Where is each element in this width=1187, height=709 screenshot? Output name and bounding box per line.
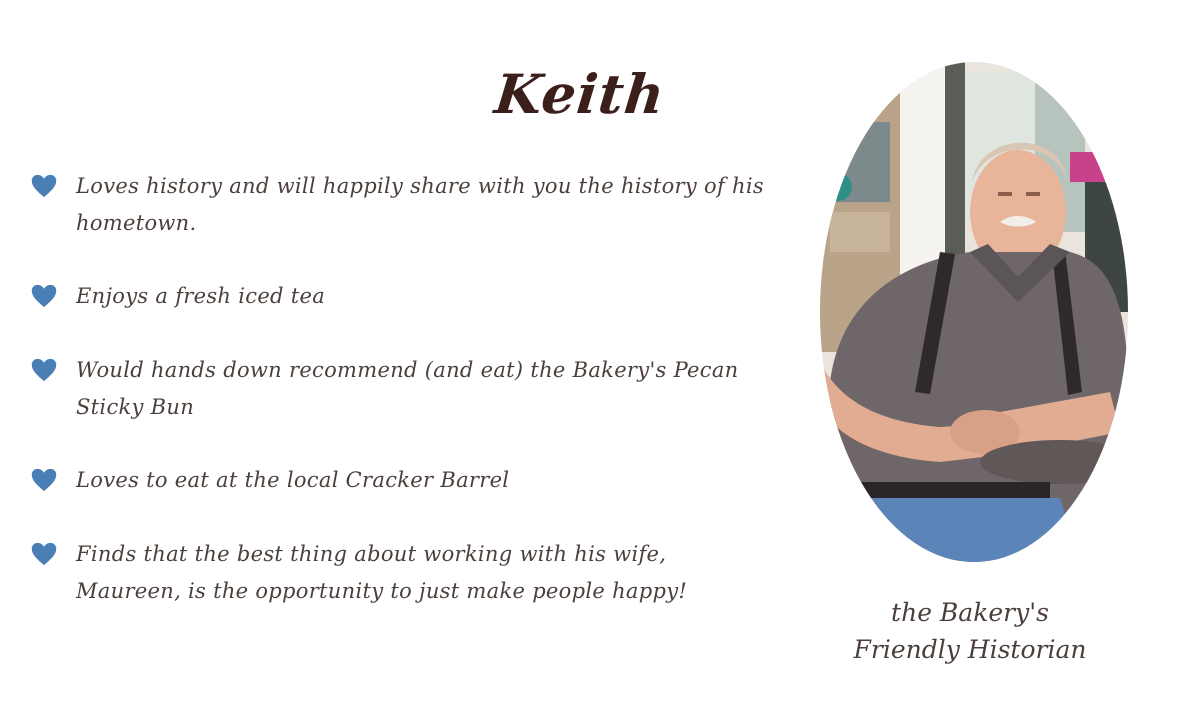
profile-photo — [820, 62, 1128, 562]
heart-icon — [30, 356, 58, 384]
caption-line-2: Friendly Historian — [853, 635, 1087, 664]
fact-text: Finds that the best thing about working with his wife, Maureen, is the opportunity to just make people happy! — [76, 542, 688, 603]
page-title: Keith — [491, 62, 669, 126]
jeans — [840, 498, 1080, 562]
fact-text: Loves history and will happily share with you the history of his hometown. — [76, 174, 764, 235]
photo-caption — [830, 594, 1110, 668]
heart-icon — [30, 540, 58, 568]
portrait-illustration — [820, 62, 1128, 562]
heart-icon — [30, 172, 58, 200]
fact-text: Would hands down recommend (and eat) the Bakery's Pecan Sticky Bun — [76, 358, 739, 419]
fact-text: Enjoys a fresh iced tea — [76, 284, 326, 308]
pink-sign — [1070, 152, 1105, 182]
heart-icon — [30, 466, 58, 494]
heart-icon — [30, 282, 58, 310]
fact-text: Loves to eat at the local Cracker Barrel — [76, 468, 510, 492]
caption-line-1: the Bakery's — [891, 598, 1049, 627]
